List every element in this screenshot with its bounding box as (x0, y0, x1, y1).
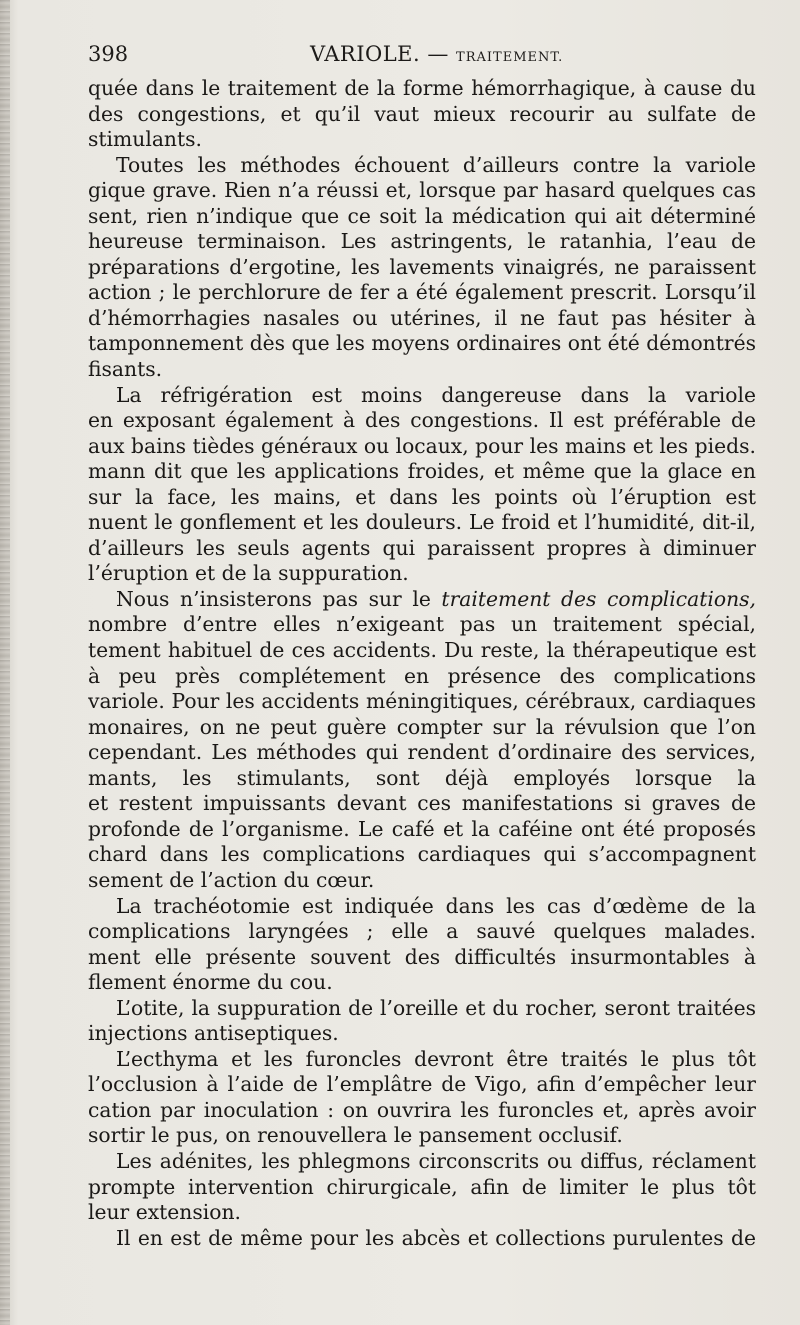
italic-phrase: traitement des complications, (441, 586, 756, 611)
text-line: leur extension. (88, 1200, 241, 1225)
text-line: d’hémorrhagies nasales ou utérines, il ne faut pas hésiter à (88, 305, 756, 330)
text-line: l’éruption et de la suppuration. (88, 561, 409, 586)
paragraph-start-line: Il en est de même pour les abcès et collections purulentes de (116, 1225, 756, 1250)
paragraph-start-line (88, 587, 756, 613)
text-line: injections antiseptiques. (88, 1021, 339, 1046)
text-line: stimulants. (88, 127, 202, 152)
paragraph-start-line: L’otite, la suppuration de l’oreille et du rocher, seront traitées (116, 995, 756, 1020)
paragraph-start-line: Les adénites, les phlegmons circonscrits ou diffus, réclament (116, 1148, 756, 1173)
paragraph-start-line: Toutes les méthodes échouent d’ailleurs contre la variole (116, 152, 756, 177)
text-line: mants, les stimulants, sont déjà employés lorsque la (88, 765, 756, 790)
running-title-sub: TRAITEMENT. (456, 50, 564, 65)
text-line: chard dans les complications cardiaques qui s’accompagnent (88, 842, 756, 867)
text-line: et restent impuissants devant ces manifestations si graves de (88, 791, 756, 816)
paragraph-start-line: La trachéotomie est indiquée dans les cas d’œdème de la (116, 893, 756, 918)
text-line: prompte intervention chirurgicale, afin de limiter le plus tôt (88, 1174, 756, 1199)
text-line: sur la face, les mains, et dans les points où l’éruption est (88, 484, 756, 509)
text-line: mann dit que les applications froides, et même que la glace en (88, 459, 756, 484)
text-line: tamponnement dès que les moyens ordinaires ont été démontrés (88, 331, 756, 356)
text-line: cation par inoculation : on ouvrira les furoncles et, après avoir (88, 1097, 756, 1122)
text-line: tement habituel de ces accidents. Du reste, la thérapeutique est (88, 638, 756, 663)
text-line: en exposant également à des congestions. Il est préférable de (88, 408, 756, 433)
running-title (310, 42, 563, 66)
running-header (88, 38, 756, 72)
text-line: fisants. (88, 357, 163, 382)
text-line: gique grave. Rien n’a réussi et, lorsque par hasard quelques cas (88, 178, 756, 203)
text-line: l’occlusion à l’aide de l’emplâtre de Vigo, afin d’empêcher leur (88, 1072, 756, 1097)
text-line: à peu près complétement en présence des complications (88, 663, 756, 688)
text-line: des congestions, et qu’il vaut mieux recourir au sulfate de (88, 101, 756, 126)
text-line: profonde de l’organisme. Le café et la caféine ont été proposés (88, 816, 756, 841)
page-number: 398 (88, 42, 129, 66)
paragraph-start-line: L’ecthyma et les furoncles devront être traités le plus tôt (116, 1046, 756, 1071)
text-line: sent, rien n’indique que ce soit la médication qui ait déterminé (88, 203, 756, 228)
text-line: complications laryngées ; elle a sauvé quelques malades. (88, 919, 756, 944)
text-line: nombre d’entre elles n’exigeant pas un traitement spécial, (88, 612, 756, 637)
text-line: variole. Pour les accidents méningitiques, cérébraux, cardiaques (88, 689, 756, 714)
running-title-main: VARIOLE. — (310, 42, 449, 66)
body-text (88, 76, 756, 1251)
text-line: monaires, on ne peut guère compter sur la révulsion que l’on (88, 714, 756, 739)
page-binding-edge (0, 0, 10, 1325)
text-line: aux bains tièdes généraux ou locaux, pour les mains et les pieds. (88, 433, 756, 458)
text-line: flement énorme du cou. (88, 970, 333, 995)
text-line: action ; le perchlorure de fer a été également prescrit. Lorsqu’il (88, 280, 756, 305)
text-line: ment elle présente souvent des difficultés insurmontables à (88, 944, 756, 969)
text-line: sortir le pus, on renouvellera le pansement occlusif. (88, 1123, 623, 1148)
text-line: quée dans le traitement de la forme hémorrhagique, à cause du (88, 76, 756, 100)
text-line: d’ailleurs les seuls agents qui paraissent propres à diminuer (88, 535, 756, 560)
text-line: cependant. Les méthodes qui rendent d’ordinaire des services, (88, 740, 756, 765)
paragraph-start-line: La réfrigération est moins dangereuse dans la variole (116, 382, 756, 407)
text-line: sement de l’action du cœur. (88, 867, 375, 892)
text-line: heureuse terminaison. Les astringents, le ratanhia, l’eau de (88, 229, 756, 254)
text-segment: Nous n’insisterons pas sur le (116, 586, 442, 611)
text-line: préparations d’ergotine, les lavements vinaigrés, ne paraissent (88, 254, 756, 279)
text-line: nuent le gonflement et les douleurs. Le froid et l’humidité, dit-il, (88, 510, 756, 535)
